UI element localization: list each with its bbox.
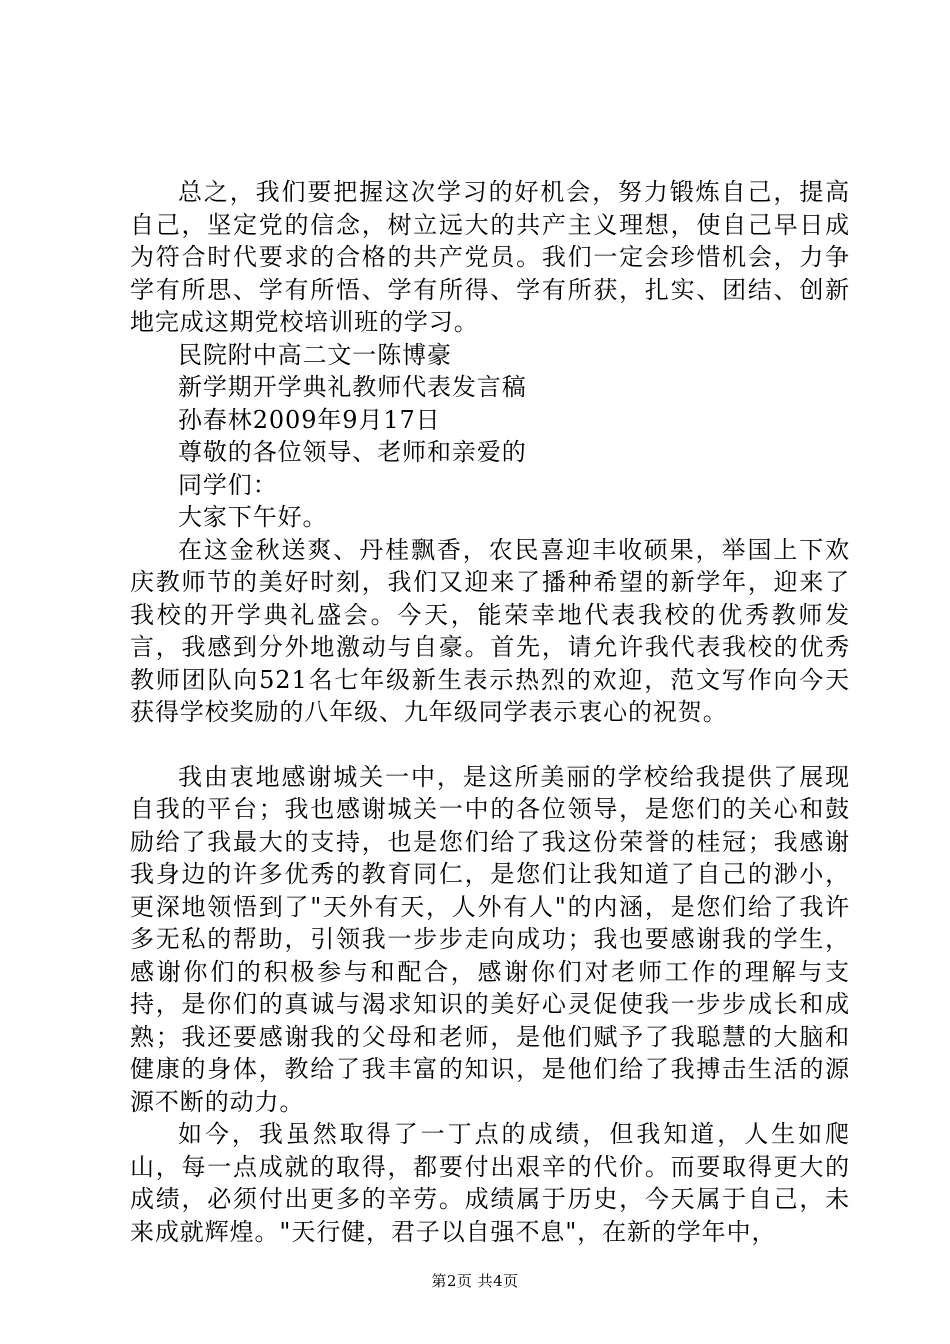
- speaker-date: 孙春林2009年9月17日: [178, 405, 441, 434]
- paragraph-opening: 在这金秋送爽、丹桂飘香，农民喜迎丰收硕果，举国上下欢庆教师节的美好时刻，我们又迎来了播种希望的新学年，迎来了我校的开学典礼盛会。今天，能荣幸地代表我校的优秀教师发言，我感到分外地激动与自豪。首先，请允许我代表我校的优秀教师团队向521名七年级新生表示热烈的欢迎，范文写作向今天获得学校奖励的八年级、九年级同学表示衷心的祝贺。: [130, 535, 850, 726]
- speech-title: 新学期开学典礼教师代表发言稿: [178, 373, 527, 401]
- document-body: [130, 176, 850, 1248]
- paragraph-gratitude: 我由衷地感谢城关一中，是这所美丽的学校给我提供了展现自我的平台；我也感谢城关一中的各位领导，是您们的关心和鼓励给了我最大的支持，也是您们给了我这份荣誉的桂冠；我感谢我身边的许多优秀的教育同仁，是您们让我知道了自己的渺小，更深地领悟到了"天外有天，人外有人"的内涵，是您们给了我许多无私的帮助，引领我一步步走向成功；我也要感谢我的学生，感谢你们的积极参与和配合，感谢你们对老师工作的理解与支持，是你们的真诚与渴求知识的美好心灵促使我一步步成长和成熟；我还要感谢我的父母和老师，是他们赋予了我聪慧的大脑和健康的身体，教给了我丰富的知识，是他们给了我搏击生活的源源不断的动力。: [130, 762, 850, 1116]
- salutation: 尊敬的各位领导、老师和亲爱的: [178, 438, 527, 466]
- salutation-continued: 同学们：: [178, 470, 278, 499]
- paragraph-future: 如今，我虽然取得了一丁点的成绩，但我知道，人生如爬山，每一点成就的取得，都要付出艰辛的代价。而要取得更大的成绩，必须付出更多的辛劳。成绩属于历史，今天属于自己，未来成就辉煌。"天行健，君子以自强不息"，在新的学年中，: [130, 1120, 850, 1246]
- page-footer: 第2页 共4页: [431, 1272, 519, 1290]
- paragraph-conclusion: 总之，我们要把握这次学习的好机会，努力锻炼自己，提高自己，坚定党的信念，树立远大的共产主义理想，使自己早日成为符合时代要求的合格的共产党员。我们一定会珍惜机会，力争学有所思、学有所悟、学有所得、学有所获，扎实、团结、创新地完成这期党校培训班的学习。: [130, 178, 850, 336]
- paragraph-gap: [130, 729, 850, 761]
- greeting: 大家下午好。: [178, 503, 328, 531]
- author-line: 民院附中高二文一陈博豪: [178, 340, 452, 369]
